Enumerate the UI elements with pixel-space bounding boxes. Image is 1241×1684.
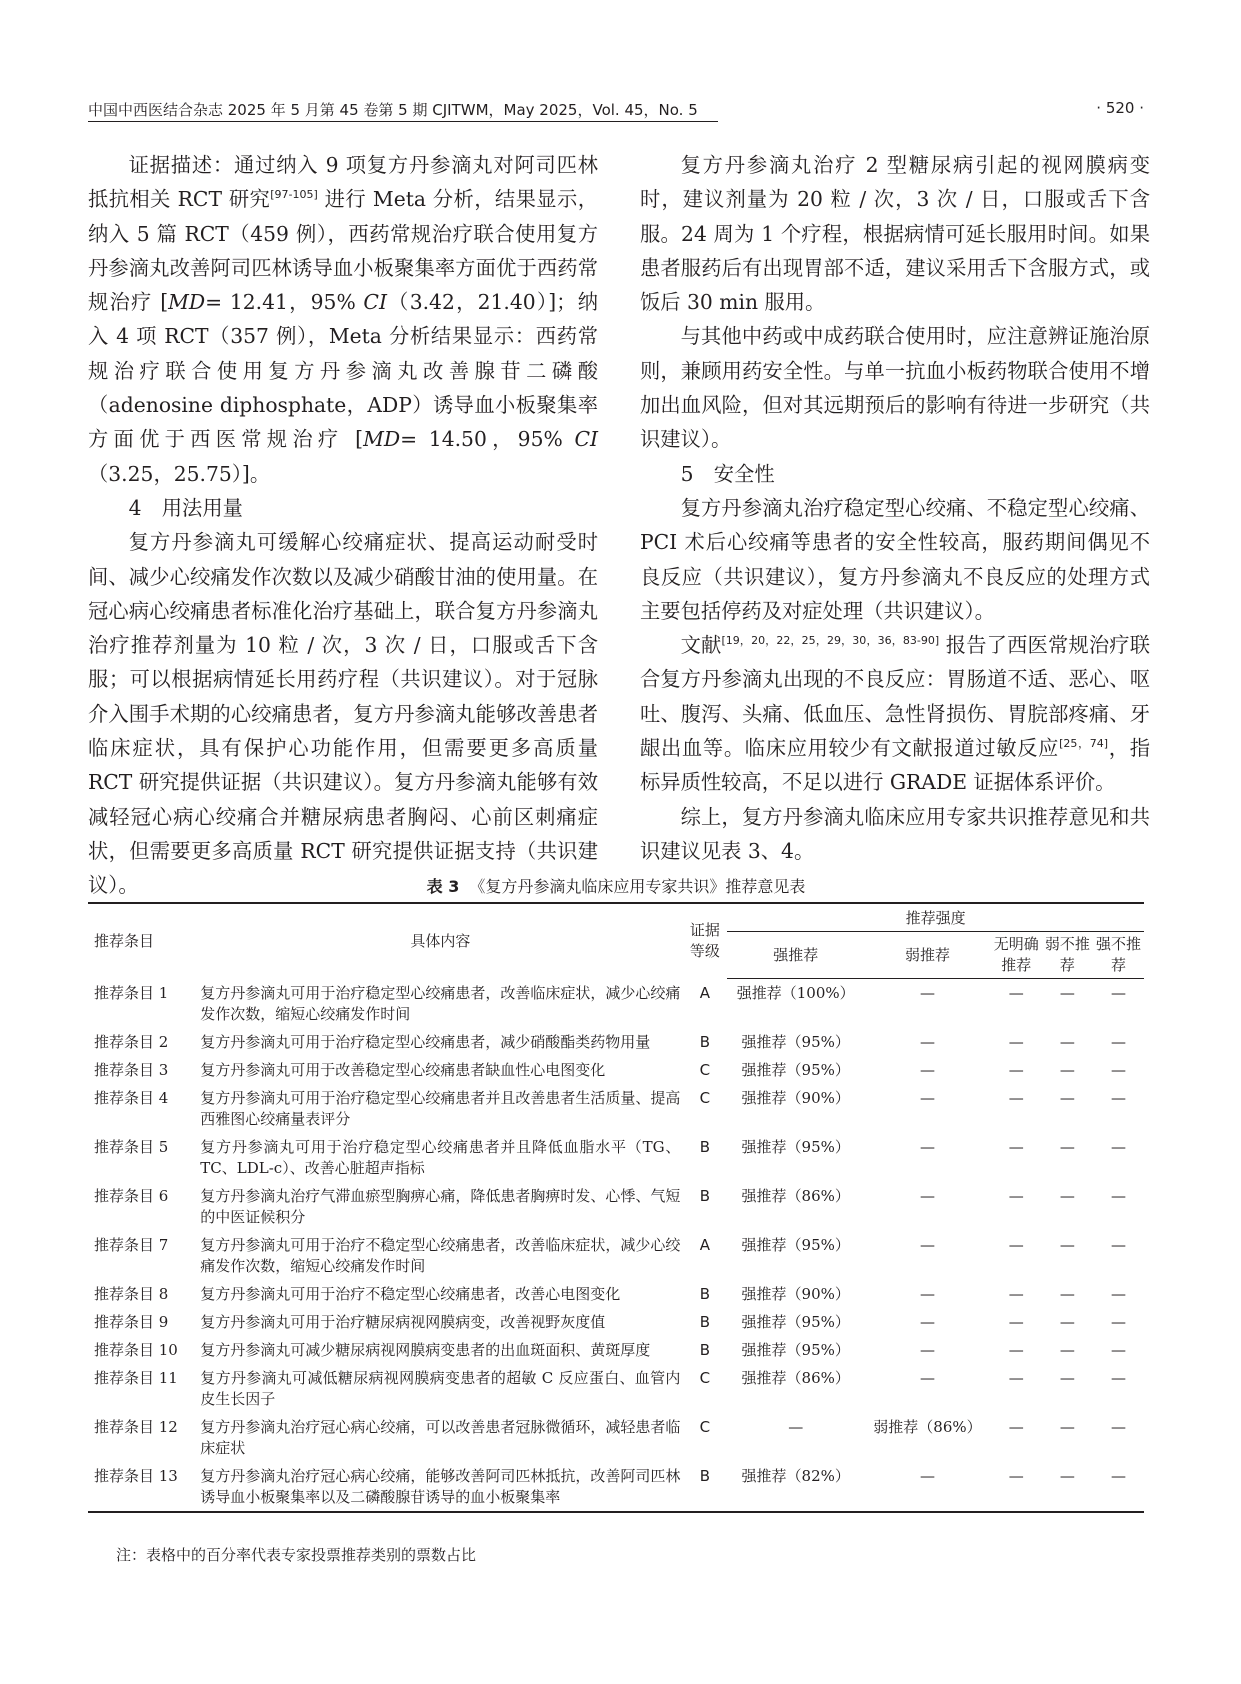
table-cell-item: 推荐条目 7: [94, 1235, 169, 1254]
table-row: [88, 1308, 1144, 1336]
header-strong-not: 强不推荐: [1093, 932, 1144, 979]
table-cell-weak: 弱推荐（86%）: [873, 1417, 982, 1436]
table-cell-unclear: —: [1008, 1032, 1024, 1051]
table-cell-content: 复方丹参滴丸可用于治疗不稳定型心绞痛患者，改善心电图变化: [200, 1284, 621, 1303]
table-cell-item: 推荐条目 5: [94, 1137, 169, 1156]
table-cell-strong: 强推荐（95%）: [741, 1340, 850, 1359]
table-row: [88, 1364, 1144, 1413]
table-cell-content: 复方丹参滴丸治疗气滞血瘀型胸痹心痛，降低患者胸痹时发、心悸、气短的中医证候积分: [200, 1186, 681, 1226]
table-row: [88, 1182, 1144, 1231]
table-cell-strong: 强推荐（86%）: [741, 1186, 850, 1205]
table-cell-weak-not: —: [1059, 1088, 1075, 1107]
table-cell-grade: B: [682, 1462, 727, 1512]
table-cell-weak-not: —: [1059, 1340, 1075, 1359]
table-cell-item: 推荐条目 3: [94, 1060, 169, 1079]
table-cell-weak-not: —: [1059, 984, 1075, 1002]
table-cell-weak: —: [864, 1462, 991, 1512]
safety-paragraph: 复方丹参滴丸治疗稳定型心绞痛、不稳定型心绞痛、PCI 术后心绞痛等患者的安全性较高，服药期间偶见不良反应（共识建议），复方丹参滴丸不良反应的处理方式主要包括停药及对症处理（共识建议）。: [640, 495, 1150, 623]
table-cell-strong: 强推荐（100%）: [736, 984, 855, 1002]
table-cell-strong: 强推荐（95%）: [741, 1137, 850, 1156]
header-weak: 弱推荐: [864, 932, 991, 979]
table-cell-weak: —: [919, 1137, 935, 1156]
table-cell-content: 复方丹参滴丸可用于治疗稳定型心绞痛患者并且降低血脂水平（TG、TC、LDL-c）、改善心脏超声指标: [200, 1137, 681, 1177]
dosage-paragraph: 复方丹参滴丸可缓解心绞痛症状、提高运动耐受时间、减少心绞痛发作次数以及减少硝酸甘油的使用量。在冠心病心绞痛患者标准化治疗基础上，联合复方丹参滴丸治疗推荐剂量为 10 粒 / 次，3 次 / 日，口服或舌下含服；可以根据病情延长用药疗程（共识建议）。对于冠脉介入围手术期的心绞痛患者，复方丹参滴丸能够改善患者临床症状，具有保护心功能作用，但需要更多高质量 RCT 研究提供证据（共识建议）。复方丹参滴丸能够有效减轻冠心病心绞痛合并糖尿病患者胸闷、心前区刺痛症状，但需要更多高质量 RCT 研究提供证据支持（共识建议）。: [88, 530, 598, 898]
page-number: · 520 ·: [1096, 99, 1144, 117]
table-cell-content: 复方丹参滴丸可用于改善稳定型心绞痛患者缺血性心电图变化: [200, 1060, 606, 1079]
right-column: [640, 148, 1150, 868]
table-cell-strong: —: [788, 1417, 804, 1436]
table-cell-item: 推荐条目 6: [94, 1186, 169, 1205]
table-cell-item: 推荐条目 1: [94, 983, 169, 1002]
summary-paragraph: 综上，复方丹参滴丸临床应用专家共识推荐意见和共识建议见表 3、4。: [640, 804, 1150, 863]
table-cell-content: 复方丹参滴丸可用于治疗稳定型心绞痛患者，减少硝酸酯类药物用量: [200, 1032, 651, 1051]
adverse-reaction-paragraph: 文献[19，20，22，25，29，30，36，83-90] 报告了西医常规治疗联合复方丹参滴丸出现的不良反应：胃肠道不适、恶心、呕吐、腹泻、头痛、低血压、急性肾损伤、胃脘部疼痛、牙龈出血等。临床应用较少有文献报道过敏反应[25，74]，指标异质性较高，不足以进行 GRADE 证据体系评价。: [640, 633, 1150, 795]
table-cell-weak: —: [919, 1032, 935, 1051]
header-content: 具体内容: [198, 903, 682, 979]
table-cell-strong: 强推荐（95%）: [741, 1060, 850, 1079]
table-cell-grade: C: [699, 1368, 711, 1387]
table-cell-unclear: —: [1008, 1060, 1024, 1079]
table-cell-weak: —: [919, 1312, 935, 1331]
table-cell-grade: C: [699, 1088, 711, 1107]
table-cell-unclear: —: [1008, 1417, 1024, 1436]
table-cell-weak-not: —: [1059, 1284, 1075, 1303]
table-row: [88, 1336, 1144, 1364]
table-cell-weak: —: [919, 1340, 935, 1359]
table-cell-grade: B: [699, 1340, 710, 1359]
table-cell-content: 复方丹参滴丸可减少糖尿病视网膜病变患者的出血斑面积、黄斑厚度: [200, 1340, 651, 1359]
running-header: [88, 99, 1144, 121]
table-cell-unclear: —: [1008, 1186, 1024, 1205]
table-cell-weak: —: [919, 1088, 935, 1107]
table-cell-grade: C: [699, 1417, 711, 1436]
table-cell-strong-not: —: [1110, 1235, 1126, 1254]
header-item: 推荐条目: [88, 903, 198, 979]
table-cell-unclear: —: [1008, 984, 1024, 1002]
table-cell-strong: 强推荐（95%）: [741, 1312, 850, 1331]
table-row: [88, 1280, 1144, 1308]
table-cell-weak: —: [919, 1235, 935, 1254]
table-cell-content: 复方丹参滴丸可用于治疗糖尿病视网膜病变，改善视野灰度值: [200, 1312, 606, 1331]
left-column: [88, 148, 598, 903]
table-cell-weak: —: [919, 1060, 935, 1079]
table-cell-strong-not: —: [1110, 1088, 1126, 1107]
table-cell-content: 复方丹参滴丸可用于治疗稳定型心绞痛患者，改善临床症状，减少心绞痛发作次数，缩短心绞痛发作时间: [200, 983, 681, 1023]
table-cell-grade: B: [699, 1312, 710, 1331]
table-row: [88, 1133, 1144, 1182]
table-row: [88, 1056, 1144, 1084]
citation-ref: [19，20，22，25，29，30，36，83-90]: [721, 634, 940, 648]
citation-ref: [97-105]: [270, 188, 318, 202]
table-cell-strong: 强推荐（90%）: [741, 1284, 850, 1303]
table-cell-weak-not: —: [1042, 1462, 1093, 1512]
table-cell-weak-not: —: [1059, 1137, 1075, 1156]
section-heading-4: 4 用法用量: [128, 495, 243, 520]
table-cell-grade: B: [699, 1137, 710, 1156]
retinopathy-paragraph: 复方丹参滴丸治疗 2 型糖尿病引起的视网膜病变时，建议剂量为 20 粒 / 次，3 次 / 日，口服或舌下含服。24 周为 1 个疗程，根据病情可延长服用时间。如果患者服药后有出现胃部不适，建议采用舌下含服方式，或饭后 30 min 服用。: [640, 153, 1150, 315]
table-cell-content: 复方丹参滴丸可用于治疗不稳定型心绞痛患者，改善临床症状，减少心绞痛发作次数，缩短心绞痛发作时间: [200, 1235, 681, 1275]
journal-citation: 中国中西医结合杂志 2025 年 5 月第 45 卷第 5 期 CJITWM，May 2025，Vol. 45，No. 5: [88, 101, 698, 119]
table-row: [88, 1028, 1144, 1056]
table-row: [88, 1231, 1144, 1280]
table-cell-item: 推荐条目 10: [94, 1340, 178, 1359]
table-cell-strong-not: —: [1110, 1417, 1126, 1436]
table-cell-strong-not: —: [1110, 1284, 1126, 1303]
evidence-paragraph: 证据描述：通过纳入 9 项复方丹参滴丸对阿司匹林抵抗相关 RCT 研究[97-105] 进行 Meta 分析，结果显示，纳入 5 篇 RCT（459 例），西药常规治疗联合使用复方丹参滴丸改善阿司匹林诱导血小板聚集率方面优于西药常规治疗 [MD= 12.41，95% CI（3.42，21.40）]；纳入 4 项 RCT（357 例），Meta 分析结果显示：西药常规治疗联合使用复方丹参滴丸改善腺苷二磷酸（adenosine diphosphate，ADP）诱导血小板聚集率方面优于西医常规治疗 [MD= 14.50，95% CI（3.25，25.75）]。: [88, 153, 598, 486]
table-row: [88, 1084, 1144, 1133]
header-weak-not: 弱不推荐: [1042, 932, 1093, 979]
table-cell-item: 推荐条目 8: [94, 1284, 169, 1303]
header-unclear: 无明确推荐: [991, 932, 1042, 979]
table-row: [88, 1462, 1144, 1512]
table-cell-unclear: —: [1008, 1284, 1024, 1303]
table-cell-weak-not: —: [1059, 1186, 1075, 1205]
table-cell-unclear: —: [1008, 1368, 1024, 1387]
table-note: 注：表格中的百分率代表专家投票推荐类别的票数占比: [116, 1546, 477, 1564]
table-cell-item: 推荐条目 13: [88, 1462, 198, 1512]
table-row: [88, 1413, 1144, 1462]
table-cell-strong-not: —: [1093, 1462, 1144, 1512]
table-cell-unclear: —: [1008, 1137, 1024, 1156]
table-cell-unclear: —: [1008, 1088, 1024, 1107]
header-strength: 推荐强度: [727, 903, 1144, 932]
table-cell-weak-not: —: [1059, 1368, 1075, 1387]
table-cell-weak-not: —: [1059, 1417, 1075, 1436]
table-cell-strong: 强推荐（82%）: [727, 1462, 864, 1512]
table-row: [88, 979, 1144, 1028]
table-cell-weak: —: [919, 1284, 935, 1303]
section-heading-5: 5 安全性: [680, 461, 775, 486]
table-title: 《复方丹参滴丸临床应用专家共识》推荐意见表: [469, 877, 806, 896]
table-cell-content: 复方丹参滴丸可减低糖尿病视网膜病变患者的超敏 C 反应蛋白、血管内皮生长因子: [200, 1368, 681, 1408]
table-cell-content: 复方丹参滴丸可用于治疗稳定型心绞痛患者并且改善患者生活质量、提高西雅图心绞痛量表评分: [200, 1088, 681, 1128]
table-cell-unclear: —: [1008, 1235, 1024, 1254]
table-cell-strong-not: —: [1110, 1060, 1126, 1079]
table-cell-strong: 强推荐（90%）: [741, 1088, 850, 1107]
combination-paragraph: 与其他中药或中成药联合使用时，应注意辨证施治原则，兼顾用药安全性。与单一抗血小板药物联合使用不增加出血风险，但对其远期预后的影响有待进一步研究（共识建议）。: [640, 324, 1150, 452]
header-rule: [88, 121, 718, 122]
table-cell-item: 推荐条目 9: [94, 1312, 169, 1331]
table-cell-grade: B: [699, 1284, 710, 1303]
table-cell-unclear: —: [1008, 1312, 1024, 1331]
table-cell-grade: A: [699, 983, 710, 1002]
citation-ref: [25，74]: [1059, 737, 1109, 751]
table-cell-strong-not: —: [1110, 1312, 1126, 1331]
table-cell-content: 复方丹参滴丸治疗冠心病心绞痛，能够改善阿司匹林抵抗，改善阿司匹林诱导血小板聚集率以及二磷酸腺苷诱导的血小板聚集率: [198, 1462, 682, 1512]
table-number: 表 3: [426, 877, 460, 896]
table-cell-item: 推荐条目 2: [94, 1032, 169, 1051]
table-cell-strong-not: —: [1110, 1340, 1126, 1359]
table-cell-strong: 强推荐（95%）: [741, 1235, 850, 1254]
table-cell-grade: A: [699, 1235, 710, 1254]
table-cell-content: 复方丹参滴丸治疗冠心病心绞痛，可以改善患者冠脉微循环，减轻患者临床症状: [200, 1417, 681, 1457]
table-cell-strong-not: —: [1110, 1137, 1126, 1156]
table-cell-grade: B: [699, 1032, 710, 1051]
table-cell-grade: B: [699, 1186, 710, 1205]
table-cell-weak-not: —: [1059, 1060, 1075, 1079]
table-cell-strong: 强推荐（86%）: [741, 1368, 850, 1387]
table-caption: [88, 876, 1144, 898]
table-cell-strong: 强推荐（95%）: [741, 1032, 850, 1051]
table-cell-weak: —: [919, 1368, 935, 1387]
table-cell-item: 推荐条目 12: [94, 1417, 178, 1436]
table-cell-weak-not: —: [1059, 1032, 1075, 1051]
table-cell-item: 推荐条目 11: [94, 1368, 178, 1387]
table-cell-strong-not: —: [1110, 984, 1126, 1002]
table-cell-weak: —: [919, 984, 935, 1002]
table-cell-weak: —: [919, 1186, 935, 1205]
table-cell-grade: C: [699, 1060, 711, 1079]
table-cell-weak-not: —: [1059, 1312, 1075, 1331]
table-cell-weak-not: —: [1059, 1235, 1075, 1254]
header-strong: 强推荐: [727, 932, 864, 979]
table-cell-unclear: —: [1008, 1340, 1024, 1359]
header-grade: 证据等级: [682, 903, 727, 979]
table-cell-strong-not: —: [1110, 1186, 1126, 1205]
table-cell-item: 推荐条目 4: [94, 1088, 169, 1107]
table-cell-strong-not: —: [1110, 1368, 1126, 1387]
recommendation-table: [88, 902, 1144, 1513]
table-cell-strong-not: —: [1110, 1032, 1126, 1051]
table-cell-unclear: —: [991, 1462, 1042, 1512]
